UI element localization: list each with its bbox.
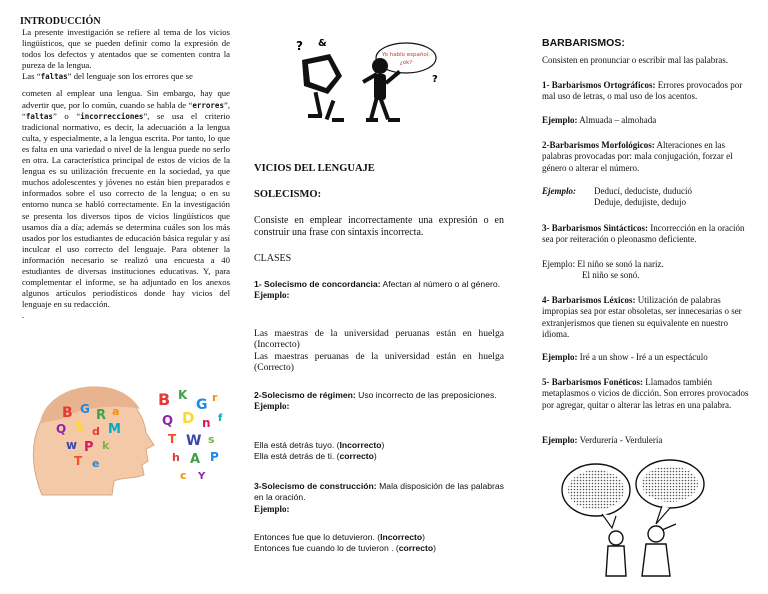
text: ”, se usa el criterio tradicional normativo, es decir, la adecuación a la lengua culta, y especialmente, a la lengua escrita. Por tanto, lo que es falta en una variedad o nivel de la lengua puede no serlo en otra. La característica principal de estos de vicios de la lengua es su utilización frecuente en la sociedad, ya que muchos adolescentes y jóvenes no están bien preparados e informados sobre el uso correcto de la lengua; o en su entorno nunca se habló correctamente. En la investigación se presenta los diversos tipos de vicios lingüísticos que usamos día a día; además se determina cuáles son los más usados por los estudiantes de educación básica regular y así inculcar el uso correcto del lenguaje. Para obtener la información necesario se realizó una encuesta a 40 estudiantes de diversas instituciones educativas. Y, para complementar el informe, se ha adjuntado en los anexos algunos artículos periodísticos donde hay vicios del lenguaje en su redacción.: [22, 110, 230, 310]
bubble-line-2: ¿ok?: [399, 60, 413, 66]
solecismo-title: SOLECISMO:: [254, 189, 322, 200]
ejemplo-label: Ejemplo:: [542, 186, 576, 196]
svg-text:Q: Q: [56, 422, 67, 436]
section-desc: Utilización de palabras impropias sea por estar obsoletas, ser innecesarias o ser extranjerismos que tienen su equivalente en nuestro idioma.: [542, 295, 742, 339]
solecismo-construccion: [254, 481, 504, 515]
lexico-example: [542, 352, 750, 363]
regimen-examples: [254, 440, 504, 463]
example-text: Deducí, deduciste, duducíó: [594, 186, 692, 196]
svg-text:k: k: [102, 439, 110, 452]
text: ): [373, 451, 377, 462]
ejemplo-label: Ejemplo:: [254, 401, 290, 412]
section-title: 5- Barbarismos Fonéticos:: [542, 377, 643, 387]
section-desc: Uso incorrecto de las preposiciones.: [355, 390, 497, 400]
ejemplo-label: Ejemplo:: [254, 503, 290, 514]
svg-text:n: n: [202, 416, 211, 430]
quoted-word: faltas: [25, 111, 53, 121]
section-desc: Llamados también metaplasmos o vicios de dicción. Son errores provocados por agregar, quitar o alterar las letras en una palabra.: [542, 377, 749, 410]
solecismo-concordancia: [254, 279, 504, 302]
ejemplo-label: Ejemplo:: [542, 352, 578, 362]
section-title: 3- Barbarismos Sintácticos:: [542, 223, 648, 233]
svg-text:r: r: [212, 391, 218, 404]
text: Entonces fue cuando lo de tuvieron . (: [254, 543, 399, 554]
svg-text:d: d: [92, 425, 100, 438]
intro-title: INTRODUCCIÓN: [20, 16, 101, 27]
text: ): [381, 440, 385, 450]
section-desc: Mala disposición de las palabras en la oración.: [254, 481, 504, 503]
talking-figures-illustration: [558, 458, 708, 578]
fonetico-example: [542, 435, 750, 446]
section-desc: Errores provocados por mal uso de letras, o mal uso de los acentos.: [542, 80, 743, 102]
barbarismos-def: Consisten en pronunciar o escribir mal las palabras.: [542, 55, 728, 65]
quoted-word: faltas: [40, 72, 68, 82]
tag: Incorrecto: [339, 440, 382, 450]
svg-text:&: &: [318, 38, 327, 49]
svg-text:a: a: [112, 405, 120, 418]
section-title: 2-Barbarismos Morfológicos:: [542, 140, 655, 150]
svg-text:R: R: [96, 408, 107, 423]
svg-text:h: h: [172, 451, 180, 464]
text: cometen al emplear una lengua. Sin embargo, hay que advertir que, por lo común, cuando se habla de “: [22, 88, 230, 110]
intro-dot: .: [22, 310, 25, 321]
example-text: Iré a un show - Iré a un espectáculo: [577, 352, 708, 362]
text: ”, “: [22, 99, 230, 121]
concordancia-examples: [254, 328, 504, 374]
bubble-line-1: Yo hablo español,: [382, 52, 430, 58]
example-text: Verdurería - Verdulería: [577, 435, 663, 445]
svg-text:D: D: [182, 409, 195, 427]
text: Ella está detrás tuyo. (: [254, 440, 340, 450]
text: Ella está detrás de ti. (: [254, 451, 340, 462]
barbarismo-morfologico: [542, 140, 750, 174]
example-text: Almuada – almohada: [577, 115, 657, 125]
intro-paragraph-1: La presente investigación se refiere al tema de los vicios lingüísticos, que se pueden definir como la expresión de todos los defectos y atentados que se comenten contra la pureza de la lengua.: [22, 27, 230, 71]
text: ): [433, 543, 437, 554]
ortografico-example: [542, 115, 750, 126]
example-text: Ejemplo: El niño se sonó la nariz.: [542, 259, 664, 269]
morfologico-example: [542, 186, 750, 209]
intro-paragraph-3: [22, 88, 230, 310]
example-line: Las maestras de la universidad peruanas están en huelga (Incorrecto): [254, 328, 504, 351]
arguing-figures-illustration: [288, 30, 438, 130]
example-text: Deduje, dedujiste, dedujo: [594, 197, 686, 208]
text: Entonces fue que lo detuvieron. (: [254, 532, 381, 542]
svg-text:W: W: [186, 433, 202, 449]
barbarismo-lexico: [542, 295, 750, 340]
section-title: 1- Solecismo de concordancia:: [254, 279, 381, 289]
ejemplo-label: Ejemplo:: [542, 435, 578, 445]
section-desc: Afectan al número o al género.: [380, 279, 500, 289]
svg-text:?: ?: [296, 39, 303, 53]
section-desc: Alteraciones en las palabras provocadas por: mala conjugación, forzar el género o alterar el número.: [542, 140, 733, 173]
svg-text:Q: Q: [162, 414, 174, 429]
section-title: 2-Solecismo de régimen:: [254, 390, 356, 400]
barbarismo-fonetico: [542, 377, 750, 411]
svg-text:G: G: [196, 397, 208, 413]
ejemplo-label: Ejemplo:: [254, 290, 290, 301]
barbarismo-sintactico: [542, 223, 750, 246]
tag: Incorrecto: [380, 532, 423, 542]
svg-text:c: c: [180, 469, 187, 482]
section-title: 4- Barbarismos Léxicos:: [542, 295, 636, 305]
ejemplo-label: Ejemplo:: [542, 115, 578, 125]
text: Las “: [22, 71, 41, 82]
construccion-examples: [254, 532, 504, 555]
intro-text: [22, 27, 230, 321]
svg-text:K: K: [178, 388, 188, 402]
svg-text:M: M: [108, 422, 121, 437]
example-line: Las maestras peruanas de la universidad están en huelga (Correcto): [254, 350, 504, 374]
svg-text:T: T: [168, 432, 177, 446]
head-letters-illustration: [22, 375, 232, 500]
svg-text:P: P: [210, 450, 219, 464]
sintactico-example: [542, 259, 750, 282]
text: ” o “: [52, 110, 81, 121]
section-title: 1- Barbarismos Ortográficos:: [542, 80, 656, 90]
svg-text:s: s: [208, 433, 215, 446]
intro-paragraph-2: [22, 71, 230, 82]
svg-text:B: B: [158, 390, 171, 409]
svg-text:B: B: [62, 405, 73, 421]
section-desc: Incorrección en la oración sea por reiteración o pleonasmo deficiente.: [542, 223, 745, 245]
svg-text:f: f: [218, 413, 223, 424]
barbarismo-ortografico: [542, 80, 750, 103]
svg-text:S: S: [74, 419, 85, 435]
clases-heading: CLASES: [254, 253, 292, 264]
svg-text:P: P: [84, 440, 94, 455]
svg-text:A: A: [190, 452, 201, 467]
quoted-word: incorrecciones: [80, 111, 144, 121]
tag: correcto: [339, 451, 374, 462]
quoted-word: errores: [192, 100, 224, 110]
tag: correcto: [398, 543, 434, 554]
svg-text:e: e: [92, 457, 100, 470]
solecismo-regimen: [254, 390, 504, 413]
svg-text:w: w: [66, 438, 78, 452]
svg-text:?: ?: [432, 74, 438, 85]
text: ): [422, 532, 426, 542]
svg-text:G: G: [80, 402, 90, 416]
section-title: 3-Solecismo de construcción:: [254, 481, 377, 491]
solecismo-definition: Consiste en emplear incorrectamente una expresión o en construir una frase con sintaxis incorrecta.: [254, 215, 504, 238]
barbarismos-title: BARBARISMOS:: [542, 37, 625, 49]
example-text: El niño se sonó.: [582, 270, 640, 281]
text: ” del lenguaje son los errores que se: [67, 71, 193, 82]
svg-text:Y: Y: [198, 471, 206, 482]
vicios-title: VICIOS DEL LENGUAJE: [254, 163, 375, 174]
svg-text:T: T: [74, 454, 83, 468]
